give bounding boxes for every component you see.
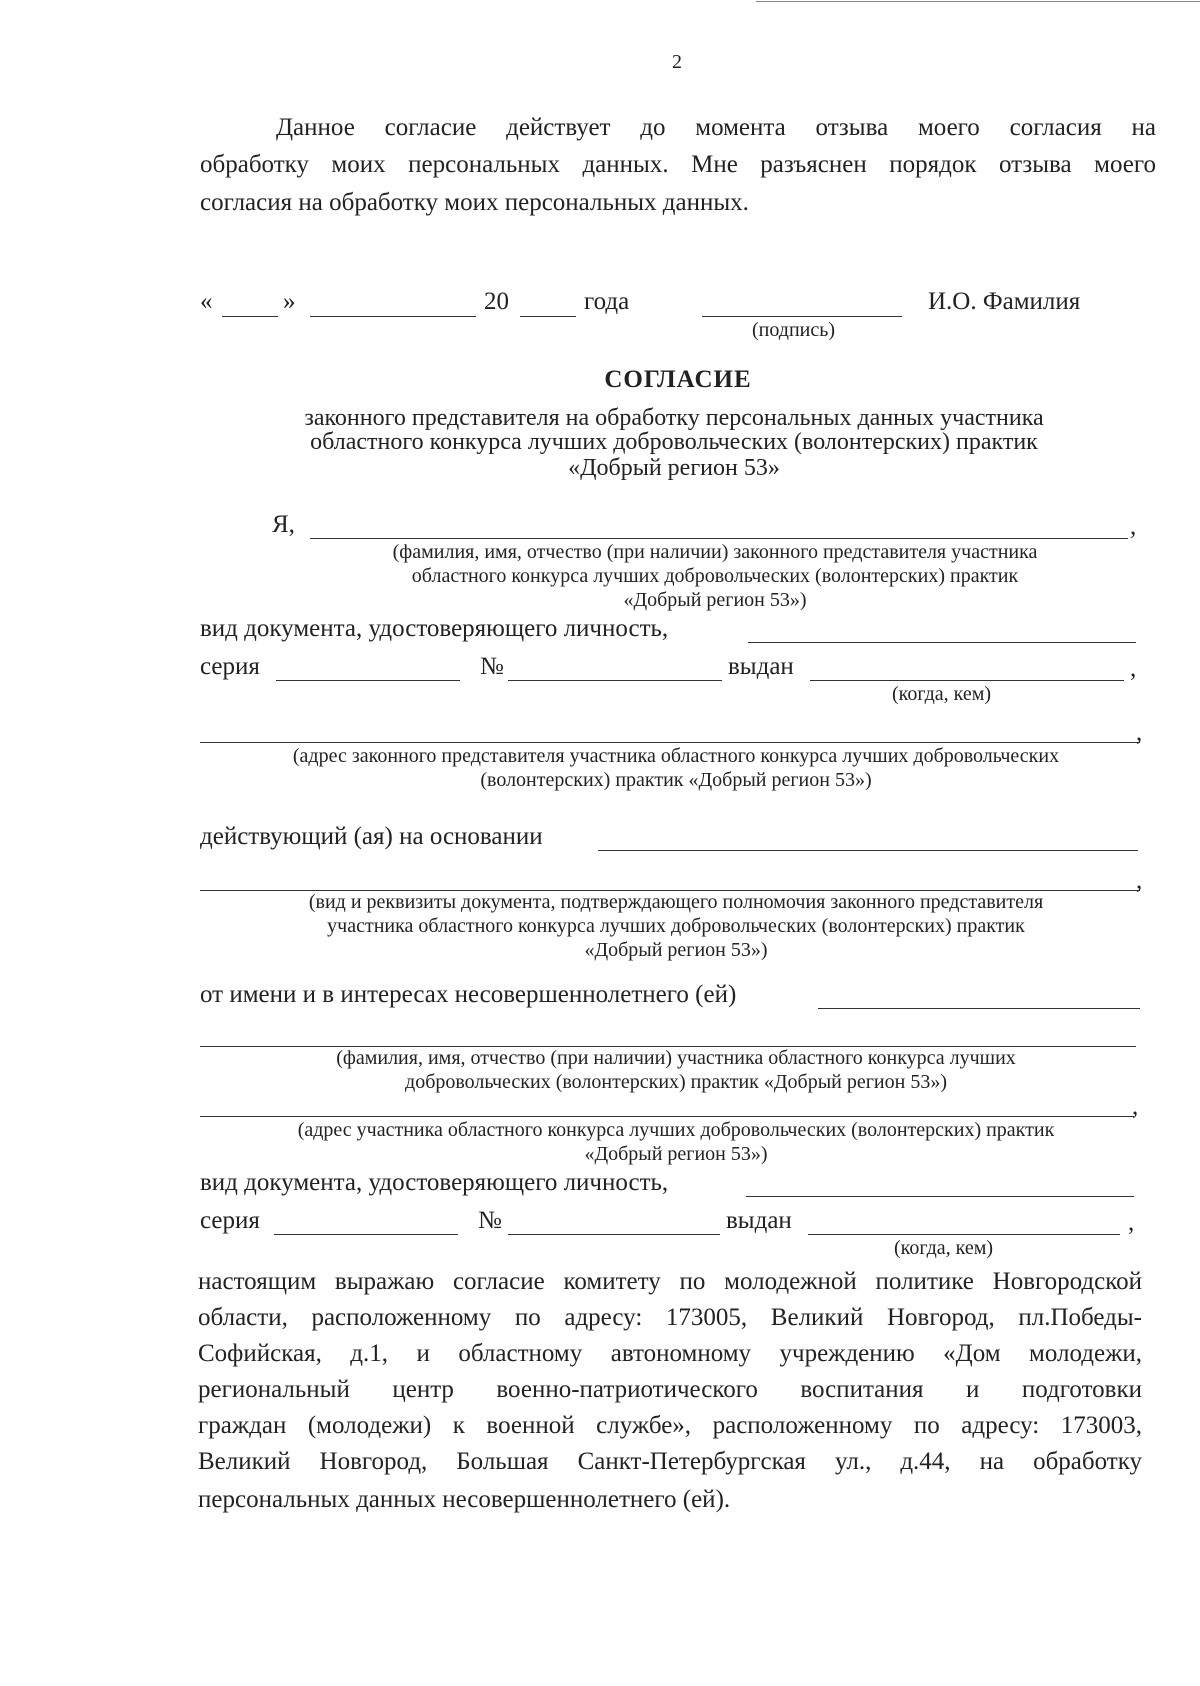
authority-caption-2: участника областного конкурса лучших добровольческих (волонтерских) практик bbox=[327, 915, 1025, 937]
rep-name-caption-2: областного конкурса лучших добровольческих (волонтерских) практик bbox=[411, 565, 1019, 587]
rep-address-caption-2: (волонтерских) практик «Добрый регион 53») bbox=[480, 769, 872, 791]
i-label: Я, bbox=[272, 511, 295, 538]
subtitle-line-1: законного представителя на обработку персональных данных участника bbox=[304, 405, 1044, 431]
minor-series-field[interactable] bbox=[274, 1234, 458, 1235]
rep-address-caption-1: (адрес законного представителя участника областного конкурса лучших добровольческих bbox=[292, 745, 1060, 767]
consent-line-5: граждан (молодежи) к военной службе», расположенному по адресу: 173003, bbox=[198, 1412, 1142, 1439]
month-blank[interactable] bbox=[310, 316, 476, 317]
minor-id-doc-label: вид документа, удостоверяющего личность, bbox=[200, 1169, 669, 1196]
day-blank[interactable] bbox=[222, 316, 278, 317]
date-close-quote: » bbox=[283, 288, 296, 315]
consent-line-4: региональный центр военно-патриотического воспитания и подготовки bbox=[198, 1376, 1142, 1403]
minor-number-label: № bbox=[478, 1207, 502, 1234]
authority-comma: , bbox=[1136, 867, 1143, 894]
rep-name-field[interactable] bbox=[310, 538, 1128, 539]
rep-series-field[interactable] bbox=[276, 680, 460, 681]
minor-id-doc-field[interactable] bbox=[746, 1196, 1134, 1197]
scan-edge-line bbox=[756, 1, 1200, 2]
minor-address-caption-1: (адрес участника областного конкурса лучших добровольческих (волонтерских) практик bbox=[297, 1119, 1055, 1141]
rep-id-doc-label: вид документа, удостоверяющего личность, bbox=[200, 615, 669, 642]
authority-caption-3: «Добрый регион 53») bbox=[584, 939, 768, 961]
intro-line-1: Данное согласие действует до момента отзыва моего согласия на bbox=[276, 114, 1156, 141]
signature-blank[interactable] bbox=[702, 316, 902, 317]
page-number: 2 bbox=[672, 51, 682, 73]
rep-name-caption-1: (фамилия, имя, отчество (при наличии) законного представителя участника bbox=[392, 541, 1038, 563]
rep-issued-field[interactable] bbox=[810, 680, 1124, 681]
on-behalf-label: от имени и в интересах несовершеннолетнего (ей) bbox=[200, 981, 737, 1008]
consent-line-1: настоящим выражаю согласие комитету по молодежной политике Новгородской bbox=[198, 1268, 1142, 1295]
minor-address-caption-2: «Добрый регион 53») bbox=[584, 1143, 768, 1165]
minor-address-field[interactable] bbox=[200, 1116, 1134, 1117]
consent-line-2: области, расположенному по адресу: 173005, Великий Новгород, пл.Победы- bbox=[198, 1304, 1142, 1331]
minor-issued-label: выдан bbox=[726, 1207, 792, 1234]
minor-name-caption-2: добровольческих (волонтерских) практик «Добрый регион 53») bbox=[405, 1071, 947, 1093]
consent-line-3: Софийская, д.1, и областному автономному учреждению «Дом молодежи, bbox=[198, 1340, 1142, 1367]
year-suffix: года bbox=[584, 288, 630, 315]
signature-caption: (подпись) bbox=[752, 319, 836, 341]
subtitle-line-3: «Добрый регион 53» bbox=[568, 455, 780, 481]
year-prefix: 20 bbox=[484, 288, 509, 315]
consent-line-7: персональных данных несовершеннолетнего (ей). bbox=[198, 1486, 731, 1513]
minor-issued-comma: , bbox=[1128, 1209, 1135, 1236]
rep-id-doc-field[interactable] bbox=[748, 642, 1136, 643]
subtitle-line-2: областного конкурса лучших добровольческих (волонтерских) практик bbox=[310, 429, 1038, 455]
rep-address-comma: , bbox=[1136, 719, 1143, 746]
minor-address-comma: , bbox=[1132, 1093, 1139, 1120]
intro-line-2: обработку моих персональных данных. Мне разъяснен порядок отзыва моего bbox=[200, 151, 1156, 178]
minor-series-label: серия bbox=[200, 1207, 260, 1234]
authority-field[interactable] bbox=[598, 850, 1138, 851]
rep-name-caption-3: «Добрый регион 53») bbox=[623, 589, 807, 611]
authority-caption-1: (вид и реквизиты документа, подтверждающего полномочия законного представителя bbox=[308, 891, 1044, 913]
document-title: СОГЛАСИЕ bbox=[604, 366, 752, 393]
minor-name-field[interactable] bbox=[818, 1008, 1140, 1009]
intro-line-3: согласия на обработку моих персональных данных. bbox=[200, 189, 749, 216]
rep-name-comma: , bbox=[1130, 513, 1137, 540]
rep-issued-caption: (когда, кем) bbox=[892, 683, 992, 705]
year-blank[interactable] bbox=[520, 316, 576, 317]
minor-issued-caption: (когда, кем) bbox=[894, 1237, 994, 1259]
consent-line-6: Великий Новгород, Большая Санкт-Петербургская ул., д.44, на обработку bbox=[198, 1448, 1142, 1475]
rep-series-label: серия bbox=[200, 653, 260, 680]
acting-label: действующий (ая) на основании bbox=[200, 823, 543, 850]
rep-issued-label: выдан bbox=[728, 653, 794, 680]
signer-name: И.О. Фамилия bbox=[928, 288, 1081, 315]
rep-number-field[interactable] bbox=[508, 680, 722, 681]
rep-issued-comma: , bbox=[1130, 655, 1137, 682]
minor-number-field[interactable] bbox=[508, 1234, 720, 1235]
date-open-quote: « bbox=[200, 288, 213, 315]
rep-number-label: № bbox=[480, 653, 504, 680]
minor-name-caption-1: (фамилия, имя, отчество (при наличии) участника областного конкурса лучших bbox=[336, 1047, 1016, 1069]
minor-issued-field[interactable] bbox=[808, 1234, 1120, 1235]
rep-address-field[interactable] bbox=[200, 742, 1140, 743]
